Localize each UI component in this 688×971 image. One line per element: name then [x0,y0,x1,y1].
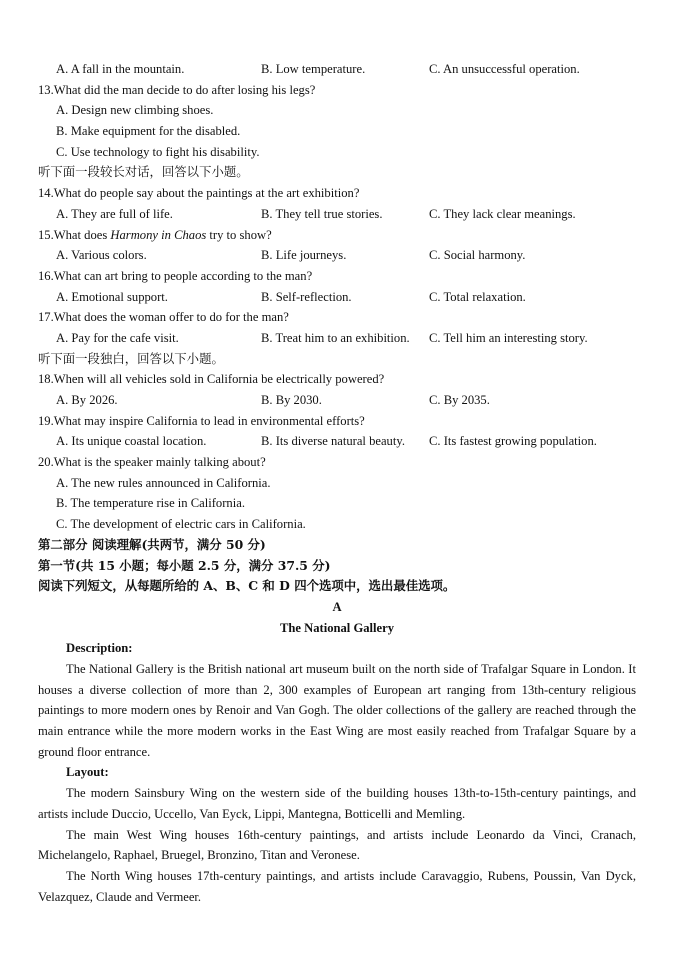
layout-label: Layout: [66,765,109,780]
q18-stem: 18.When will all vehicles sold in California be electrically powered? [38,372,385,387]
passage-title: The National Gallery [279,620,395,635]
q14-option-b[interactable]: B. They tell true stories. [261,206,383,221]
q16-stem: 16.What can art bring to people according to the man? [38,268,313,283]
q12-options [38,59,636,80]
q19-option-b[interactable]: B. Its diverse natural beauty. [261,434,405,449]
q19-stem: 19.What may inspire California to lead in environmental efforts? [38,413,365,428]
layout-paragraph-north-wing: The North Wing houses 17th-century paintings, and artists include Caravaggio, Rubens, Poussin, Van Dyck, Velazquez, Claude and Vermeer. [38,868,636,904]
q18-option-c[interactable]: C. By 2035. [429,393,490,407]
q20-option-a[interactable]: A. The new rules announced in California. [56,475,271,490]
q15-option-a[interactable]: A. Various colors. [56,248,147,263]
q20-option-b[interactable]: B. The temperature rise in California. [56,496,245,511]
part2-instruction: 阅读下列短文，从每题所给的 A、B、C 和 D 四个选项中，选出最佳选项。 [38,578,456,594]
q14-options [38,204,636,225]
q14-option-c[interactable]: C. They lack clear meanings. [429,206,576,221]
q13-option-b[interactable]: B. Make equipment for the disabled. [56,124,241,139]
passage-letter: A [332,599,342,614]
q19-option-a[interactable]: A. Its unique coastal location. [56,434,207,449]
q12-option-a[interactable]: A. A fall in the mountain. [56,62,185,76]
q20-stem: 20.What is the speaker mainly talking about? [38,455,266,470]
layout-paragraph-west-wing: The main West Wing houses 16th-century paintings, and artists include Leonardo da Vinci, Cranach, Michelangelo, Raphael, Bruegel, Bronzino, Titan and Veronese. [38,827,636,863]
q18-option-a[interactable]: A. By 2026. [56,393,118,407]
q15-options [38,245,636,266]
part2-heading: 第二部分 阅读理解(共两节，满分 50 分) [38,536,266,552]
q19-options [38,431,636,452]
q17-option-b[interactable]: B. Treat him to an exhibition. [261,330,410,345]
long-dialogue-instruction: 听下面一段较长对话，回答以下小题。 [38,164,249,180]
q16-option-c[interactable]: C. Total relaxation. [429,289,526,304]
q15-stem [38,225,636,246]
q17-option-c[interactable]: C. Tell him an interesting story. [429,330,588,345]
q15-option-c[interactable]: C. Social harmony. [429,248,526,263]
q16-option-a[interactable]: A. Emotional support. [56,289,168,304]
layout-paragraph-sainsbury-wing: The modern Sainsbury Wing on the western side of the building houses 13th-to-15th-century paintings, and artists include Duccio, Uccello, Van Eyck, Lippi, Mantegna, Botticelli and Memling. [38,786,636,821]
q17-stem: 17.What does the woman offer to do for the man? [38,310,289,325]
q17-options [38,328,636,349]
q20-option-c[interactable]: C. The development of electric cars in California. [56,517,306,532]
exam-page [38,59,636,907]
part2-section1-heading: 第一节(共 15 小题；每小题 2.5 分，满分 37.5 分) [38,557,331,573]
q13-option-c[interactable]: C. Use technology to fight his disability. [56,144,260,159]
description-label: Description: [66,641,133,656]
description-paragraph: The National Gallery is the British national art museum built on the north side of Trafalgar Square in London. It houses a diverse collection of more than 2, 300 examples of European art ranging from 13th-century religious paintings to more modern ones by Renoir and Van Gogh. The older collections of the gallery are reached through the main entrance while the more modern works in the East Wing are most easily reached from Trafalgar Square by a ground floor entrance. [38,661,636,759]
q18-option-b[interactable]: B. By 2030. [261,393,322,407]
q13-option-a[interactable]: A. Design new climbing shoes. [56,103,214,118]
q15-stem-before: 15.What does [38,227,111,242]
q15-stem-after: try to show? [206,227,272,242]
q18-options [38,390,636,411]
q16-options [38,287,636,308]
monologue-instruction: 听下面一段独白，回答以下小题。 [38,350,224,366]
q12-option-b[interactable]: B. Low temperature. [261,62,366,76]
q16-option-b[interactable]: B. Self-reflection. [261,289,352,304]
q19-option-c[interactable]: C. Its fastest growing population. [429,434,597,449]
q15-stem-title: Harmony in Chaos [110,227,207,242]
q13-stem: 13.What did the man decide to do after losing his legs? [38,82,316,97]
q14-stem: 14.What do people say about the paintings at the art exhibition? [38,186,360,201]
q17-option-a[interactable]: A. Pay for the cafe visit. [56,330,179,345]
q12-option-c[interactable]: C. An unsuccessful operation. [429,62,580,76]
q14-option-a[interactable]: A. They are full of life. [56,206,173,221]
q15-option-b[interactable]: B. Life journeys. [261,248,347,263]
